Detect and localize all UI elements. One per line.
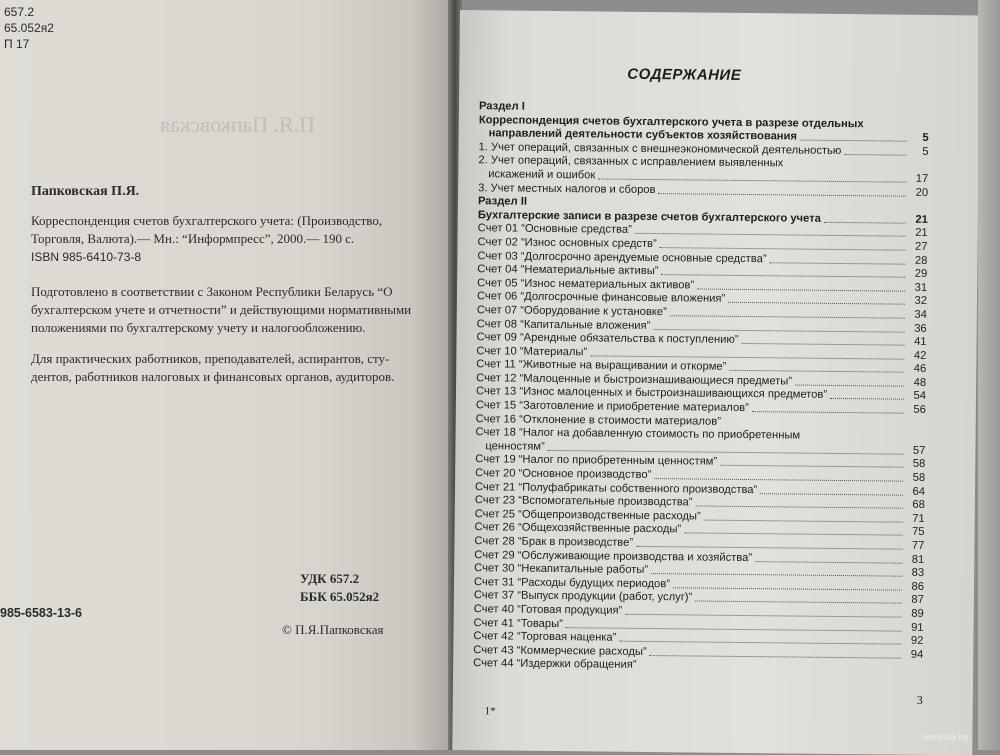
toc-entry-title: Счет 26 “Общехозяйственные расходы” (474, 521, 682, 536)
toc-entry-title: Счет 44 “Издержки обращения” (473, 657, 637, 672)
toc-entry-page: 31 (914, 281, 928, 294)
toc-entry-title: Счет 25 “Общепроизводственные расходы” (474, 507, 701, 523)
toc-entry-page: 83 (911, 566, 925, 580)
toc-leader-dots (696, 506, 903, 509)
toc-entry-page: 54 (913, 390, 927, 403)
toc-entry-page: 86 (911, 580, 925, 593)
toc-leader-dots (824, 222, 906, 224)
toc-leader-dots (795, 384, 904, 386)
toc-entry-title: Счет 29 “Обслуживающие производства и хозяйства” (474, 548, 753, 564)
toc-entry-title: Раздел II (477, 195, 528, 208)
toc-entry-title: Счет 09 “Арендные обязательства к поступлению” (476, 331, 739, 347)
right-page (452, 10, 980, 755)
toc-entry-page: 92 (910, 634, 924, 648)
audience-line: дентов, работников налоговых и финансовых органов, аудиторов. (31, 369, 395, 384)
toc-entry-title: Счет 31 “Расходы будущих периодов” (473, 575, 671, 591)
toc-entry-page: 27 (915, 240, 928, 253)
toc-entry-page: 94 (910, 648, 924, 661)
toc-leader-dots (697, 288, 905, 291)
toc-entry-page: 36 (914, 322, 927, 335)
toc-entry-page: 29 (914, 267, 928, 281)
toc-entry-page: 58 (912, 458, 926, 471)
isbn-bottom: 985-6583-13-6 (0, 606, 83, 620)
toc-leader-dots (660, 247, 906, 251)
toc-entry-title: ценностям” (485, 440, 545, 453)
author-name: Папковская П.Я. (31, 184, 140, 199)
toc-leader-dots (685, 533, 903, 536)
toc-entry-title: Счет 15 “Заготовление и приобретение материалов” (475, 399, 749, 415)
prep-line: бухгалтерском учете и отчетности” и действующими нормативными (31, 302, 412, 317)
bib-line: Корреспонденция счетов бухгалтерского учета: (Производство, (31, 213, 383, 228)
classification-line: 65.052я2 (4, 21, 54, 35)
toc-entry-page: 75 (912, 526, 925, 539)
contents-title: СОДЕРЖАНИЕ (627, 65, 742, 84)
toc-entry-page: 64 (912, 485, 926, 498)
show-through-text: П.Я. Папковская (160, 112, 316, 137)
toc-entry-title: Счет 18 “Налог на добавленную стоимость по приобретенным (475, 426, 801, 442)
watermark-text: www.ay.by (922, 732, 970, 743)
toc-leader-dots (566, 627, 902, 632)
toc-leader-dots (673, 587, 902, 590)
toc-entry-title: Бухгалтерские записи в разрезе счетов бухгалтерского учета (477, 208, 821, 225)
toc-leader-dots (742, 343, 905, 346)
toc-entry-page: 17 (915, 172, 929, 185)
toc-leader-dots (760, 493, 903, 495)
toc-entry-page: 77 (911, 539, 925, 552)
toc-leader-dots (654, 478, 903, 482)
page-number: 3 (916, 692, 923, 707)
toc-leader-dots (658, 193, 906, 197)
toc-leader-dots (651, 573, 902, 577)
toc-entry-title: искажений и ошибок (488, 168, 596, 182)
toc-leader-dots (598, 178, 906, 182)
classification-block (4, 4, 54, 52)
bib-line: Торговля, Валюта).— Мн.: “Информпресс”, 2000.— 190 с. (31, 231, 355, 246)
toc-leader-dots (800, 140, 907, 142)
toc-leader-dots (635, 233, 906, 237)
bbk-code: ББК 65.052я2 (300, 589, 380, 604)
toc-entry-page: 41 (914, 335, 927, 348)
table-surface-edge (978, 0, 1000, 750)
toc-leader-dots (636, 546, 902, 550)
toc-entry-page: 58 (912, 471, 926, 484)
toc-entry-title: 2. Учет операций, связанных с исправлением выявленных (478, 154, 784, 170)
toc-leader-dots (649, 655, 901, 659)
toc-leader-dots (654, 329, 905, 333)
toc-leader-dots (769, 262, 905, 264)
toc-entry-title: Счет 11 “Животные на выращивании и откорме” (476, 358, 727, 374)
toc-entry-title: Счет 10 “Материалы” (476, 344, 588, 359)
toc-entry-title: Счет 28 “Брак в производстве” (474, 535, 634, 549)
toc-entry-title: Корреспонденция счетов бухгалтерского учета в разрезе отдельных (478, 113, 864, 130)
preparation-note (31, 283, 411, 337)
toc-entry-title: Счет 02 “Износ основных средств” (477, 236, 657, 251)
toc-entry-title: Счет 41 “Товары” (473, 616, 564, 630)
toc-entry-page: 89 (911, 607, 924, 620)
toc-entry-page: 21 (915, 227, 928, 240)
udk-code: УДК 657.2 (300, 571, 360, 586)
toc-entry-page: 87 (911, 594, 924, 607)
toc-entry-page: 42 (913, 349, 927, 362)
toc-entry-page: 28 (914, 254, 928, 267)
toc-leader-dots (752, 411, 904, 414)
toc-entry-page: 32 (914, 295, 928, 308)
toc-entry-title: 3. Учет местных налогов и сборов (478, 181, 656, 196)
table-of-contents (473, 100, 929, 676)
prep-line: Подготовлено в соответствии с Законом Республики Беларусь “О (31, 284, 393, 299)
toc-entry-title: Счет 04 “Нематериальные активы” (477, 263, 659, 278)
toc-entry-page: 71 (912, 512, 925, 525)
toc-leader-dots (704, 519, 903, 522)
toc-leader-dots (670, 315, 905, 318)
toc-entry-page: 57 (912, 444, 926, 457)
toc-leader-dots (619, 641, 901, 645)
toc-entry-page: 56 (913, 403, 926, 416)
toc-entry-title: Счет 01 “Основные средства” (477, 222, 632, 237)
toc-entry-title: Счет 43 “Коммерческие расходы” (473, 643, 647, 658)
toc-entry-page: 48 (913, 376, 927, 389)
toc-entry-title: Счет 20 “Основное производство” (475, 467, 652, 482)
toc-entry-title: направлений деятельности субъектов хозяйствования (488, 127, 798, 143)
toc-leader-dots (547, 450, 903, 455)
toc-entry-page: 20 (915, 186, 929, 199)
toc-entry-title: Счет 19 “Налог по приобретенным ценностям” (475, 453, 718, 469)
toc-leader-dots (755, 561, 902, 564)
toc-entry-page: 68 (912, 498, 925, 512)
signature-mark: 1* (484, 705, 496, 718)
toc-entry-title: Счет 13 “Износ малоценных и быстроизнашивающихся предметов” (475, 385, 828, 402)
toc-leader-dots (590, 355, 904, 359)
toc-entry-title: Счет 07 “Оборудование к установке” (476, 304, 667, 319)
toc-entry-title: Счет 12 “Малоценные и быстроизнашивающиеся предметы” (476, 372, 793, 388)
classification-line: 657.2 (4, 5, 35, 19)
copyright-line: © П.Я.Папковская (282, 622, 384, 637)
audience-line: Для практических работников, преподавателей, аспирантов, сту- (31, 351, 390, 366)
toc-leader-dots (626, 614, 902, 618)
audience-note (31, 350, 394, 386)
toc-leader-dots (729, 370, 904, 373)
toc-leader-dots (845, 154, 907, 156)
toc-entry-title: Счет 21 “Полуфабрикаты собственного производства” (474, 480, 758, 496)
toc-entry-page: 81 (911, 553, 925, 566)
bibliographic-description (31, 212, 382, 266)
toc-entry-title: Счет 05 “Износ нематериальных активов” (477, 276, 695, 292)
toc-entry-title: Счет 08 “Капитальные вложения” (476, 317, 651, 332)
index-codes (300, 570, 379, 606)
toc-entry-title: 1. Учет операций, связанных с внешнеэкономической деятельностью (478, 140, 842, 157)
toc-entry-page: 5 (922, 132, 929, 145)
toc-entry-title: Счет 42 “Торговая наценка” (473, 630, 617, 644)
prep-line: положениями по бухгалтерскому учету и налогообложению. (31, 320, 366, 335)
toc-entry-title: Раздел I (478, 100, 525, 113)
toc-entry-title: Счет 06 “Долгосрочные финансовые вложения” (476, 290, 726, 306)
isbn-line: ISBN 985-6410-73-8 (31, 250, 142, 264)
toc-entry-page: 5 (922, 145, 929, 158)
toc-leader-dots (720, 465, 903, 468)
toc-entry-title: Счет 37 “Выпуск продукции (работ, услуг)” (473, 589, 693, 604)
left-page (0, 0, 450, 750)
toc-entry-title: Счет 16 “Отклонение в стоимости материалов” (475, 412, 722, 428)
toc-entry-page: 91 (911, 621, 924, 634)
toc-entry-title: Счет 40 “Готовая продукция” (473, 603, 623, 617)
toc-leader-dots (661, 274, 905, 278)
toc-entry-page: 21 (915, 213, 928, 226)
toc-entry-page: 46 (913, 363, 927, 376)
toc-entry-page: 34 (914, 308, 927, 321)
toc-leader-dots (695, 601, 902, 604)
toc-leader-dots (728, 302, 905, 305)
toc-entry-title: Счет 03 “Долгосрочно арендуемые основные средства” (477, 249, 767, 265)
toc-leader-dots (830, 398, 904, 400)
toc-entry-title: Счет 30 “Некапитальные работы” (474, 562, 649, 577)
classification-line: П 17 (4, 37, 30, 51)
toc-entry-title: Счет 23 “Вспомогательные производства” (474, 494, 693, 509)
